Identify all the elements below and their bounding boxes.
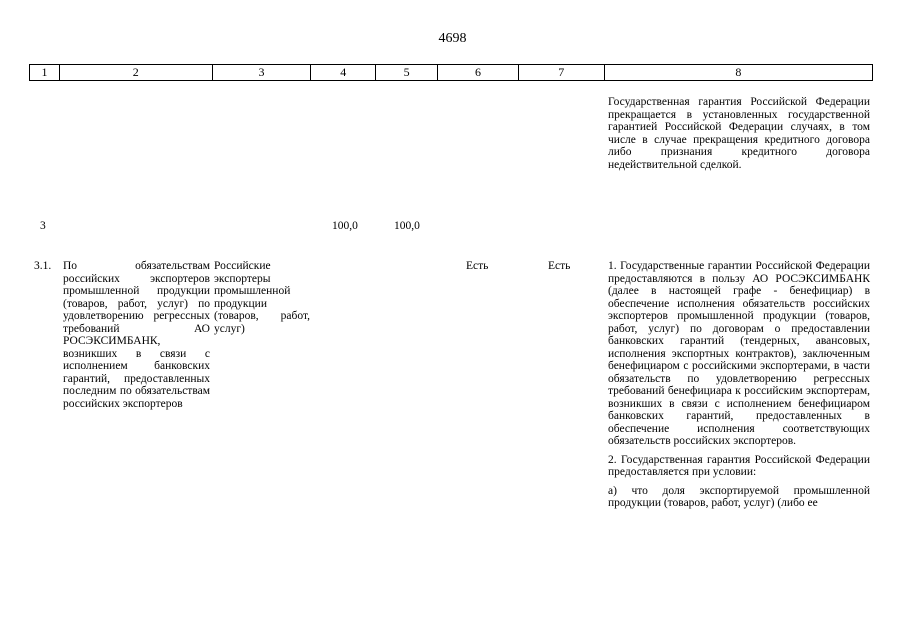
row31-col6-value: Есть — [466, 260, 489, 272]
row31-number: 3.1. — [34, 260, 52, 272]
table-header-row — [29, 64, 873, 81]
row3-number: 3 — [40, 220, 46, 232]
header-col-1: 1 — [30, 65, 60, 80]
row3-col4-value: 100,0 — [332, 220, 358, 232]
page-number: 4698 — [438, 31, 467, 46]
row31-col2-text: По обязательствам российских экспортеров промышленной продукции (товаров, работ, услуг) по удовлетворению регрессных требований АО РОСЭКСИМБАНК, возникших в связи с исполнением банковских гарантий, предоставленных последним по обязательствам российских экспортеров — [63, 260, 210, 410]
continuation-text: Государственная гарантия Российской Федерации прекращается в установленных государственной гарантией Российской Федерации случаях, в том числе в случае прекращения кредитного договора либо признания кредитного договора недействительной сделкой. — [608, 96, 870, 171]
row31-col3-text: Российские экспортеры промышленной продукции (товаров, работ, услуг) — [214, 260, 310, 335]
header-col-2: 2 — [60, 65, 213, 80]
row3-col5-value: 100,0 — [394, 220, 420, 232]
row31-col8-cell — [608, 260, 870, 516]
header-col-8: 8 — [735, 65, 742, 79]
header-col-6: 6 — [438, 65, 519, 80]
header-col-4: 4 — [311, 65, 376, 80]
row31-col8-paragraph-3: а) что доля экспортируемой промышленной продукции (товаров, работ, услуг) (либо ее — [608, 484, 870, 509]
header-col-3: 3 — [213, 65, 312, 80]
row31-col8-paragraph-1: 1. Государственные гарантии Российской Федерации предоставляются в пользу АО РОСЭКСИМБАНК (далее в настоящей графе - бенефициар) в обеспечение исполнения обязательств российских экспортеров промышленной продукции (товаров, работ, услуг) по договорам о предоставлении банковских гарантий (тендерных, авансовых, исполнения экспортных контрактов), заключенным бенефициаром с российскими экспортерами, в части обязательств по удовлетворению регрессных требований бенефициара к российским экспортерам, возникших в связи с исполнением бенефициаром банковских гарантий, предоставленных в обеспечение исполнения соответствующих обязательств российских экспортеров. — [608, 260, 870, 447]
row31-col8-paragraph-2: 2. Государственная гарантия Российской Федерации предоставляется при условии: — [608, 453, 870, 478]
continuation-cell-col8 — [608, 96, 870, 177]
header-col-5: 5 — [376, 65, 438, 80]
row31-col7-value: Есть — [548, 260, 571, 272]
header-col-7: 7 — [519, 65, 605, 80]
